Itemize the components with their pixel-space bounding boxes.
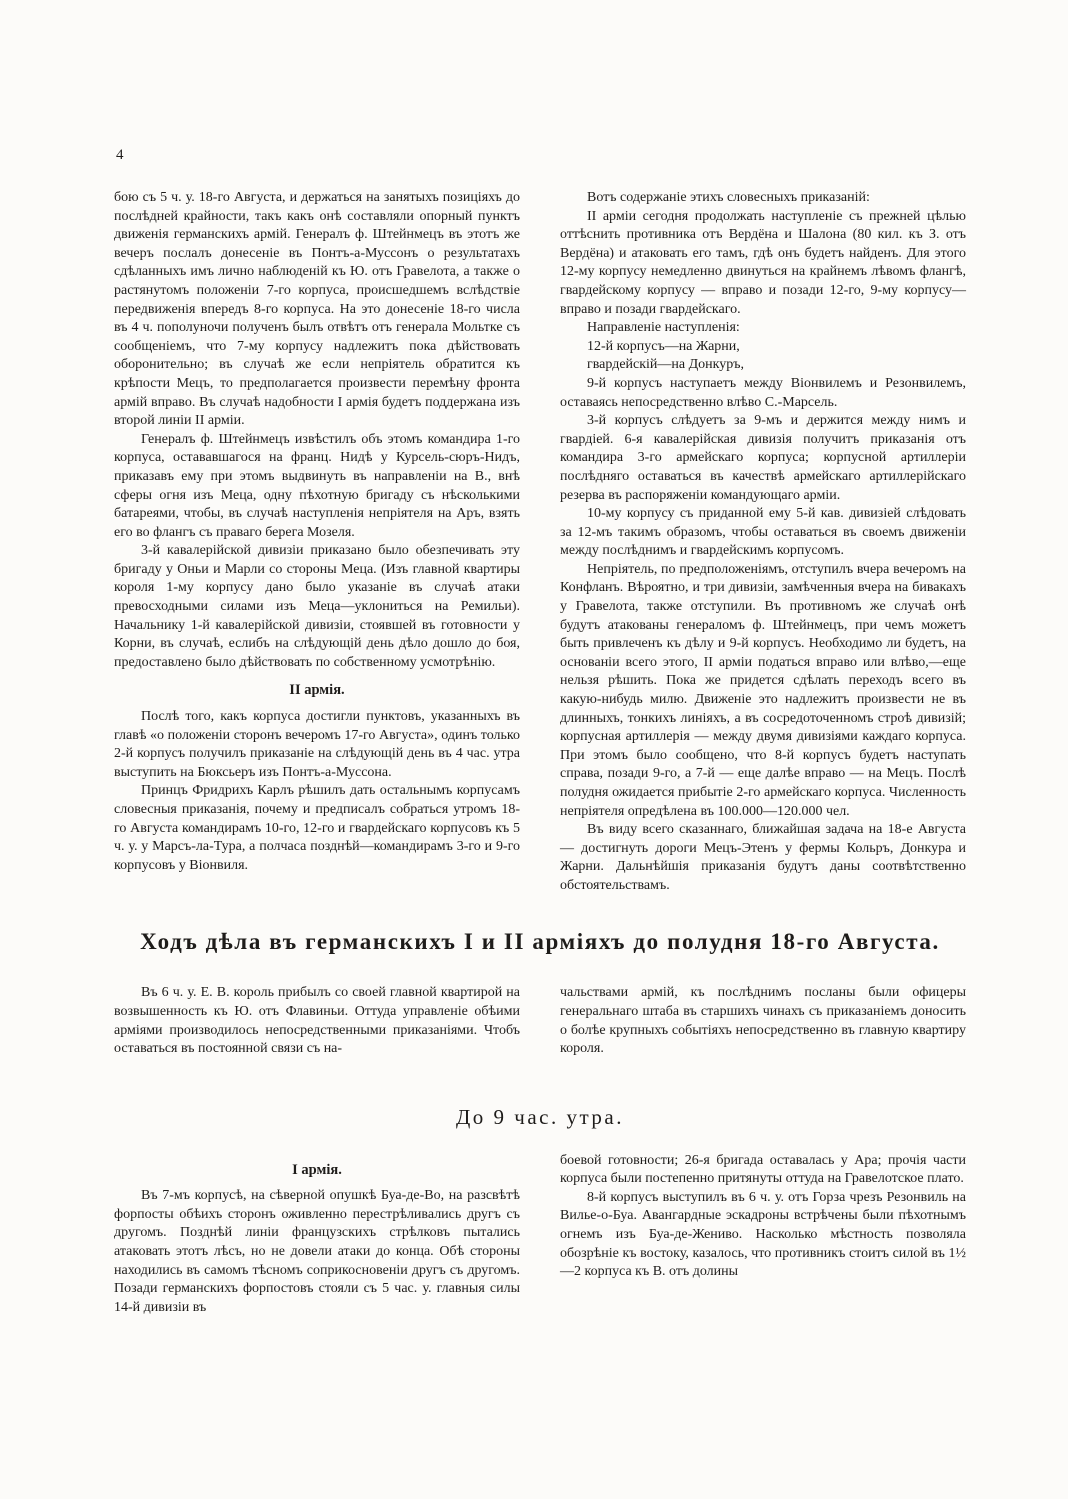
paragraph: 12-й корпусъ—на Жарни,: [587, 338, 740, 354]
paragraph: Въ виду всего сказаннаго, ближайшая задача на 18-е Августа — достигнуть дороги Мецъ-Этенъ у фермы Кольръ, Донкура и Жарни. Дальнѣйшія приказанія будутъ даны соотвѣтственно обстоятельствамъ.: [560, 822, 966, 893]
paragraph: Направленіе наступленія:: [587, 320, 740, 336]
paragraph: Непріятель, по предположеніямъ, отступилъ вчера вечеромъ на Конфланъ. Вѣроятно, и три дивизіи, замѣченныя вчера на бивакахъ у Гравелота, также отступили. Въ противномъ же случаѣ онѣ будутъ атакованы генераломъ ф. Штейнмецъ, при чемъ можетъ быть привлеченъ къ дѣлу и 9-й корпусъ. Необходимо ли будетъ, на основаніи всего этого, II арміи податься вправо или влѣво,—еще нельзя рѣшить. Пока же придется сдѣлать переходъ всего въ какую-нибудь милю. Движеніе это надлежитъ произвести не въ длинныхъ, тонкихъ линіяхъ, а въ сосредоточенномъ строѣ дивизій; корпусная артиллерія — между двумя дивизіями каждаго корпуса. При этомъ было сообщено, что 8-й корпусъ будетъ наступать справа, позади 9-го, а 7-й — еще далѣе вправо — на Мецъ. Послѣ полудня ожидается прибытіе 2-го армейскаго корпуса. Численность непріятеля опредѣлена въ 100.000—120.000 чел.: [560, 561, 966, 819]
page-number: 4: [116, 147, 124, 163]
paragraph: 3-й кавалерійской дивизіи приказано было обезпечивать эту бригаду у Оньи и Марли со стороны Меца. (Изъ главной квартиры короля 1-му корпусу дано было указаніе въ случаѣ атаки превосходными силами изъ Меца—уклониться на Ремильи). Начальнику 1-й кавалерійской дивизіи, стоявшей въ готовности у Корни, въ случаѣ, еслибъ на слѣдующій день дѣло дошло до боя, предоставлено было дѣйствовать по собственному усмотрѣнію.: [114, 543, 520, 670]
intro-right-column: [560, 984, 966, 1058]
paragraph: 10-му корпусу съ приданной ему 5-й кав. дивизіей слѣдовать за 12-мъ такимъ образомъ, чтобы оставаться въ своемъ движеніи между послѣднимъ и гвардейскимъ корпусомъ.: [560, 506, 966, 559]
paragraph: 3-й корпусъ слѣдуетъ за 9-мъ и держится между нимъ и гвардіей. 6-я кавалерійская дивизія получитъ приказанія отъ командира 3-го армейскаго корпуса; корпусной артиллеріи послѣдняго оставаться въ качествѣ армейскаго артиллерійскаго резерва въ распоряженіи командующаго арміи.: [560, 413, 966, 503]
main-section-heading: Ходъ дѣла въ германскихъ I и II арміяхъ до полудня 18-го Августа.: [140, 928, 940, 954]
paragraph: боевой готовности; 26-я бригада оставалась у Ара; прочія части корпуса были постепенно притянуты оттуда на Гравелотское плато.: [560, 1152, 966, 1187]
paragraph: Принцъ Фридрихъ Карлъ рѣшилъ дать остальнымъ корпусамъ словесныя приказанія, почему и предписалъ собраться утромъ 18-го Августа командирамъ 10-го, 12-го и гвардейскаго корпусовъ къ 5 ч. у. у Марсъ-ла-Тура, а полчаса позднѣй—командирамъ 3-го и 9-го корпусовъ у Віонвиля.: [114, 783, 520, 873]
morning-right-column: [560, 1152, 966, 1318]
paragraph: II арміи сегодня продолжать наступленіе съ прежней цѣлью оттѣснить противника отъ Вердёна и Шалона (80 кил. къ З. отъ Вердёна) и атаковать его тамъ, гдѣ онъ будетъ найденъ. Для этого 12-му корпусу немедленно двинуться на крайнемъ лѣвомъ флангѣ, гвардейскому корпусу — вправо и позади 12-го, 9-му корпусу—вправо и позади гвардейскаго.: [560, 208, 966, 317]
paragraph: гвардейскій—на Донкуръ,: [587, 357, 745, 373]
intro-section: [114, 984, 966, 1058]
morning-left-column: [114, 1152, 520, 1318]
intro-left-column: [114, 984, 520, 1058]
paragraph: 8-й корпусъ выступилъ въ 6 ч. у. отъ Горза чрезъ Резонвиль на Вилье-о-Буа. Авангардные эскадроны встрѣчены были пѣхотнымъ огнемъ изъ Буа-де-Жениво. Насколько мѣстность позволяла обозрѣніе къ востоку, казалось, что противникъ стоитъ силой въ 1½—2 корпуса къ В. отъ долины: [560, 1189, 966, 1280]
army2-heading: II армія.: [289, 682, 345, 699]
top-right-column: [560, 189, 966, 896]
paragraph: Послѣ того, какъ корпуса достигли пунктовъ, указанныхъ въ главѣ «о положеніи сторонъ вечеромъ 17-го Августа», одинъ только 2-й корпусъ получилъ приказаніе на слѣдующій день въ 4 час. утра выступить на Бюксьеръ изъ Понтъ-а-Муссона.: [114, 709, 520, 780]
top-section: [114, 189, 966, 896]
time-heading: До 9 час. утра.: [455, 1104, 625, 1129]
top-left-column: [114, 189, 520, 896]
paragraph: чальствами армій, къ послѣднимъ посланы были офицеры генеральнаго штаба въ старшихъ чинахъ съ приказаніемъ доносить о болѣе крупныхъ событіяхъ непосредственно въ главную квартиру короля.: [560, 985, 966, 1057]
paragraph: Въ 6 ч. у. Е. В. король прибылъ со своей главной квартирой на возвышенность къ Ю. отъ Флавиньи. Оттуда управленіе обѣими арміями производилось непосредственными приказаніями. Чтобъ оставаться въ постоянной связи съ на-: [114, 985, 520, 1057]
paragraph: 9-й корпусъ наступаетъ между Віонвилемъ и Резонвилемъ, оставаясь непосредственно влѣво С.-Марсель.: [560, 375, 966, 410]
paragraph: Въ 7-мъ корпусѣ, на сѣверной опушкѣ Буа-де-Во, на разсвѣтѣ форпосты обѣихъ сторонъ оживленно перестрѣливались другъ съ другомъ. Позднѣй линіи французскихъ стрѣлковъ пытались атаковать этотъ лѣсъ, но не довели атаки до конца. Обѣ стороны находились въ самомъ тѣсномъ соприкосновеніи другъ съ другомъ. Позади германскихъ форпостовъ стояли съ 5 час. у. главныя силы 14-й дивизіи въ: [114, 1188, 520, 1315]
paragraph: бою съ 5 ч. у. 18-го Августа, и держаться на занятыхъ позиціяхъ до послѣдней крайности, такъ какъ онѣ составляли опорный пунктъ движенія германскихъ армій. Генералъ ф. Штейнмецъ въ этотъ же вечеръ послалъ донесеніе въ Понтъ-а-Муссонъ о результатахъ сдѣланныхъ имъ лично наблюденій къ Ю. отъ Гравелота, а также о растянутомъ положеніи 7-го корпуса, происшедшемъ вслѣдствіе передвиженія впередъ 8-го корпуса. На это донесеніе 18-го числа въ 4 ч. пополуночи полученъ былъ отвѣтъ отъ генерала Мольтке съ сообщеніемъ, что 7-му корпусу надлежитъ пока дѣйствовать оборонительно; въ случаѣ же если непріятель обратится къ крѣпости Мецъ, то предполагается произвести перемѣну фронта армій вправо. Въ случаѣ надобности I армія будетъ поддержана изъ второй линіи II арміи.: [114, 190, 520, 429]
morning-section: [114, 1152, 966, 1318]
paragraph: Вотъ содержаніе этихъ словесныхъ приказаній:: [587, 190, 870, 205]
army1-heading: I армія.: [292, 1161, 342, 1178]
paragraph: Генералъ ф. Штейнмецъ извѣстилъ объ этомъ командира 1-го корпуса, остававшагося на франц. Нидѣ у Курсель-сюръ-Нидъ, приказавъ ему при этомъ выдвинуть въ направленіи на В., внѣ сферы огня изъ Меца, одну пѣхотную бригаду съ нѣсколькими батареями, чтобы, въ случаѣ наступленія непріятеля на Аръ, взять его во флангъ съ праваго берега Мозеля.: [114, 431, 520, 540]
